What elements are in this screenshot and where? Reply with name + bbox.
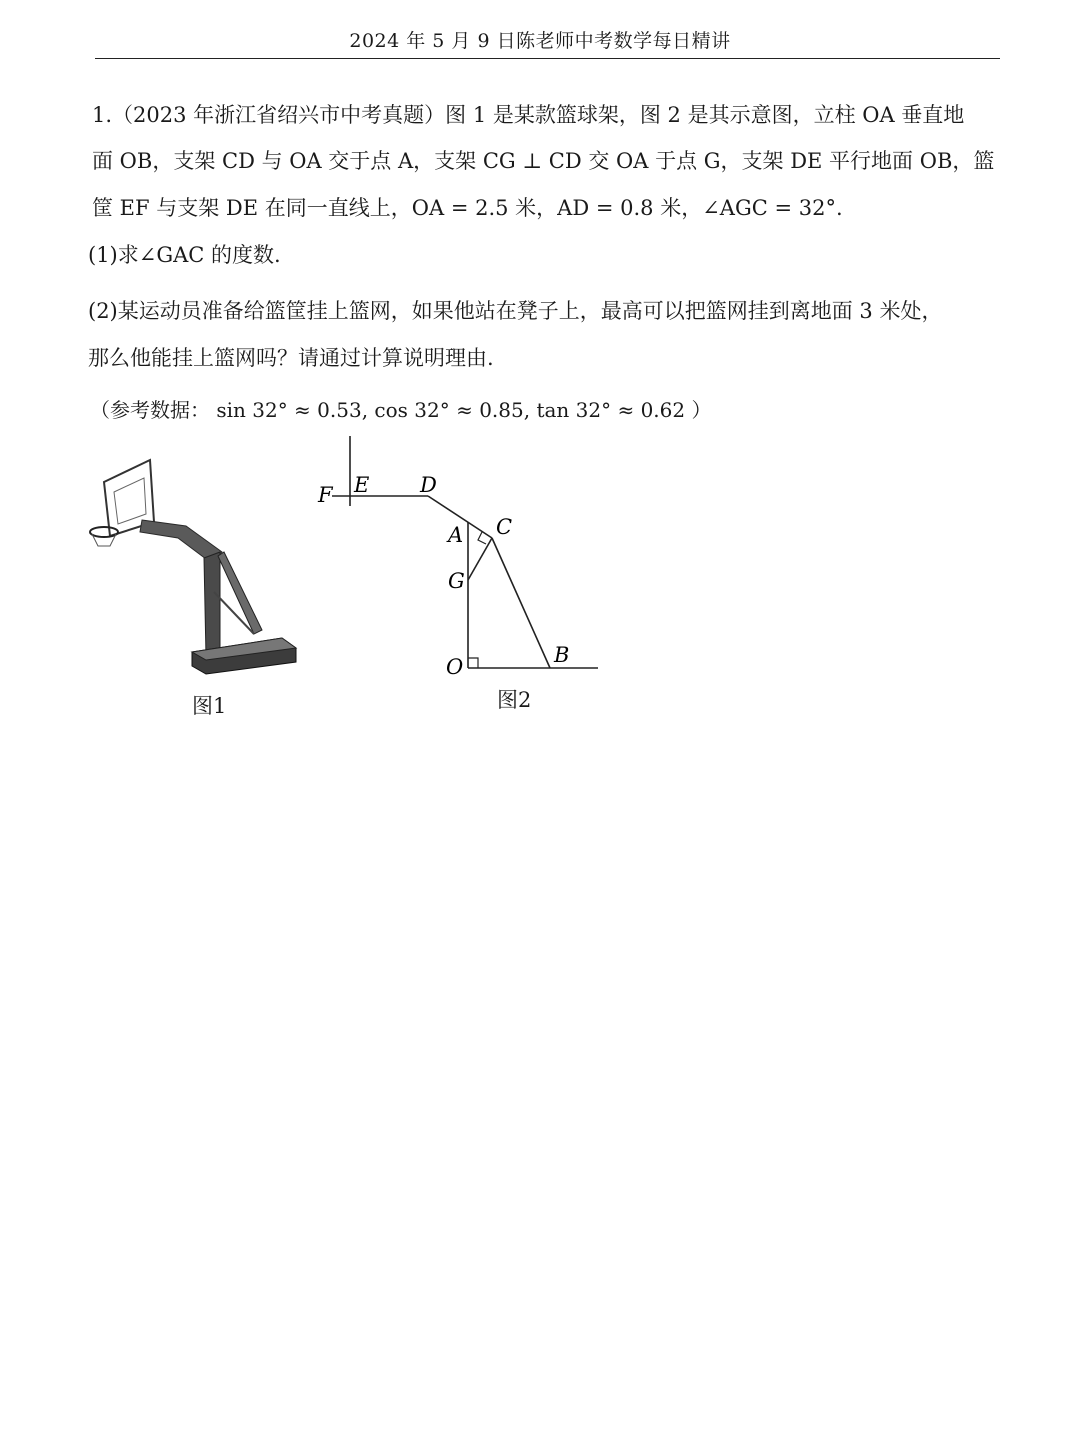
label-G: G <box>448 569 465 593</box>
schematic-diagram <box>310 430 620 690</box>
figure-1-caption: 图1 <box>192 694 227 718</box>
label-E: E <box>354 473 370 497</box>
segment-CB <box>492 538 550 668</box>
problem-line-2: 面 OB，支架 CD 与 OA 交于点 A，支架 CG ⊥ CD 交 OA 于点 G，支架 DE 平行地面 OB，篮 <box>92 149 995 173</box>
problem-line-3: 筐 EF 与支架 DE 在同一直线上，OA = 2.5 米，AD = 0.8 米，∠AGC = 32°. <box>92 196 843 220</box>
header-divider <box>95 58 1000 59</box>
question-1: (1)求∠GAC 的度数. <box>88 243 281 267</box>
label-C: C <box>496 515 513 539</box>
basketball-stand-illustration <box>82 452 312 682</box>
reference-data: （参考数据： sin 32° ≈ 0.53, cos 32° ≈ 0.85, tan 32° ≈ 0.62 ） <box>90 398 712 422</box>
question-2-line-2: 那么他能挂上篮网吗？请通过计算说明理由. <box>88 346 494 370</box>
stand-column <box>204 552 220 656</box>
label-F: F <box>318 483 333 507</box>
label-O: O <box>446 655 464 679</box>
figure-2-caption: 图2 <box>497 688 532 712</box>
label-B: B <box>554 643 570 667</box>
hoop-rim <box>90 527 118 537</box>
right-angle-mark-O <box>468 658 478 668</box>
label-D: D <box>420 473 437 497</box>
label-A: A <box>448 523 464 547</box>
segment-GC <box>468 538 492 580</box>
page-header: 2024 年 5 月 9 日陈老师中考数学每日精讲 <box>349 30 731 52</box>
backboard-inner <box>114 478 146 524</box>
problem-line-1: 1.（2023 年浙江省绍兴市中考真题）图 1 是某款篮球架，图 2 是其示意图，立柱 OA 垂直地 <box>92 103 965 127</box>
stand-brace <box>218 552 262 634</box>
question-2-line-1: (2)某运动员准备给篮筐挂上篮网，如果他站在凳子上，最高可以把篮网挂到离地面 3 米处， <box>88 299 943 323</box>
